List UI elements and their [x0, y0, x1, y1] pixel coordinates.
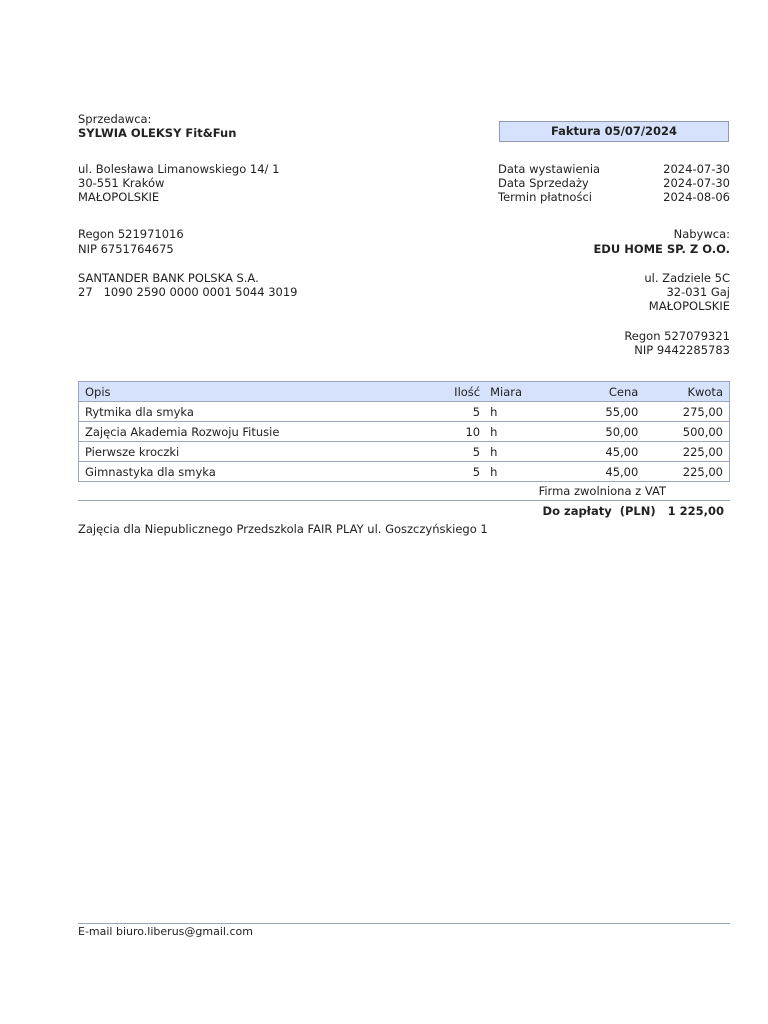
cell-description: Gimnastyka dla smyka: [79, 462, 434, 482]
cell-amount: 225,00: [644, 442, 729, 462]
meta-label: Data wystawienia: [498, 162, 601, 176]
items-table: [78, 381, 730, 482]
cell-amount: 275,00: [644, 402, 729, 422]
seller-address-line2: 30-551 Kraków: [78, 176, 165, 190]
cell-price: 50,00: [547, 422, 645, 442]
buyer-regon: Regon 527079321: [624, 329, 730, 343]
col-header-quantity: Ilość: [434, 382, 486, 402]
table-row: [79, 422, 730, 442]
footer-email: E-mail biuro.liberus@gmail.com: [78, 925, 253, 938]
seller-address-line1: ul. Bolesława Limanowskiego 14/ 1: [78, 162, 280, 176]
col-header-description: Opis: [79, 382, 434, 402]
cell-description: Pierwsze kroczki: [79, 442, 434, 462]
buyer-address-line2: 32-031 Gaj: [666, 285, 730, 299]
buyer-address-line1: ul. Zadziele 5C: [644, 271, 730, 285]
meta-row-issue-date: [498, 162, 730, 177]
col-header-price: Cena: [547, 382, 645, 402]
vat-exemption-note: Firma zwolniona z VAT: [538, 484, 666, 498]
invoice-note: Zajęcia dla Niepublicznego Przedszkola FAIR PLAY ul. Goszczyńskiego 1: [78, 522, 488, 536]
table-row: [79, 402, 730, 422]
cell-amount: 225,00: [644, 462, 729, 482]
invoice-title: Faktura 05/07/2024: [499, 121, 729, 142]
table-row: [79, 442, 730, 462]
cell-unit: h: [486, 422, 546, 442]
cell-price: 45,00: [547, 442, 645, 462]
total-divider: [78, 500, 730, 501]
footer-divider: [78, 923, 730, 924]
meta-value: 2024-07-30: [663, 176, 730, 190]
buyer-region: MAŁOPOLSKIE: [648, 299, 730, 313]
col-header-amount: Kwota: [644, 382, 729, 402]
meta-value: 2024-08-06: [663, 190, 730, 204]
meta-value: 2024-07-30: [663, 162, 730, 176]
buyer-heading: Nabywca:: [673, 227, 730, 241]
cell-quantity: 5: [434, 462, 486, 482]
table-header-row: [79, 382, 730, 402]
seller-nip: NIP 6751764675: [78, 242, 174, 256]
cell-amount: 500,00: [644, 422, 729, 442]
cell-price: 55,00: [547, 402, 645, 422]
meta-row-sale-date: [498, 176, 730, 191]
cell-unit: h: [486, 402, 546, 422]
table-row: [79, 462, 730, 482]
seller-region: MAŁOPOLSKIE: [78, 190, 160, 204]
seller-bank-name: SANTANDER BANK POLSKA S.A.: [78, 271, 259, 285]
meta-row-due-date: [498, 190, 730, 205]
cell-unit: h: [486, 462, 546, 482]
col-header-unit: Miara: [486, 382, 546, 402]
total-due: Do zapłaty (PLN) 1 225,00: [542, 504, 724, 518]
seller-bank-account: 27 1090 2590 0000 0001 5044 3019: [78, 285, 298, 299]
seller-regon: Regon 521971016: [78, 227, 184, 241]
seller-heading: Sprzedawca:: [78, 112, 152, 126]
cell-quantity: 10: [434, 422, 486, 442]
meta-label: Termin płatności: [498, 190, 592, 204]
cell-description: Zajęcia Akademia Rozwoju Fitusie: [79, 422, 434, 442]
meta-label: Data Sprzedaży: [498, 176, 589, 190]
buyer-nip: NIP 9442285783: [634, 343, 730, 357]
buyer-name: EDU HOME SP. Z O.O.: [593, 242, 730, 256]
cell-description: Rytmika dla smyka: [79, 402, 434, 422]
cell-unit: h: [486, 442, 546, 462]
cell-quantity: 5: [434, 442, 486, 462]
cell-quantity: 5: [434, 402, 486, 422]
cell-price: 45,00: [547, 462, 645, 482]
seller-name: SYLWIA OLEKSY Fit&Fun: [78, 126, 237, 140]
